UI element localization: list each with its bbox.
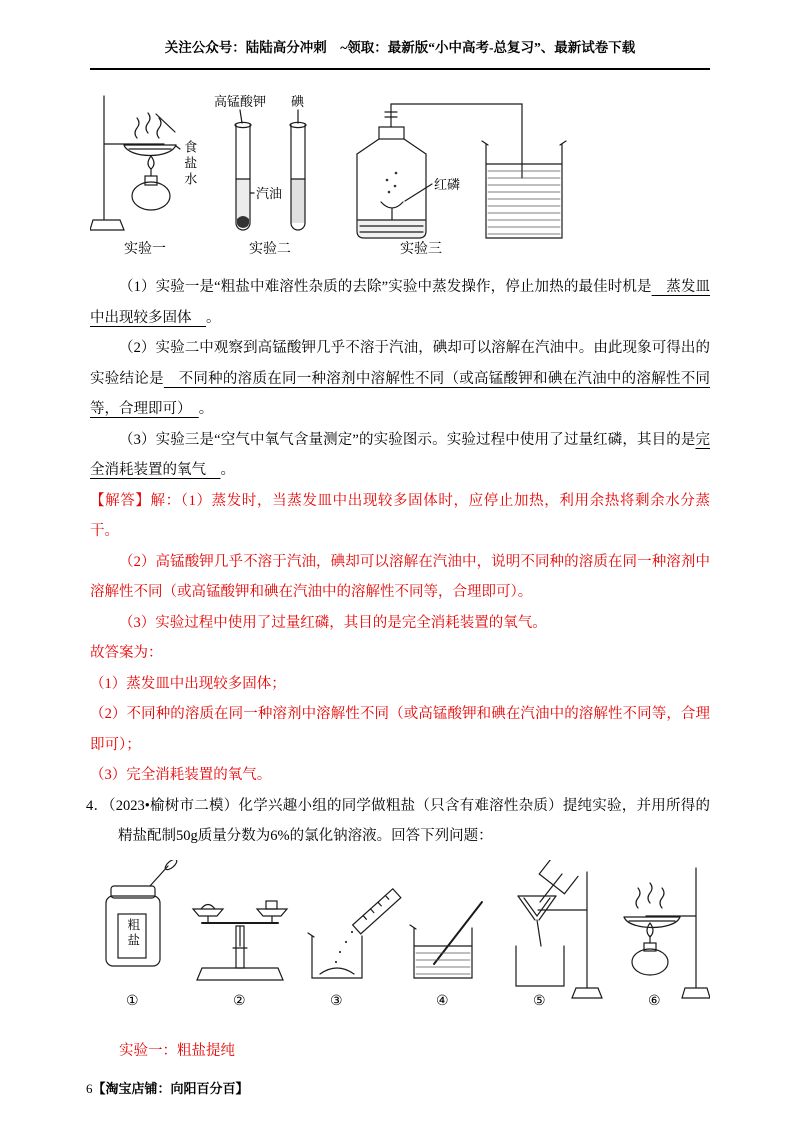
solution-intro: 【解答】解：（1）蒸发时，当蒸发皿中出现较多固体时，应停止加热，利用余热将剩余水分蒸干。 <box>90 492 710 539</box>
step-6-number: ⑥ <box>648 993 661 1009</box>
step-2-number: ② <box>233 993 246 1009</box>
question-3-answer: 完全消耗装置的氧气 <box>90 431 710 478</box>
question-1 <box>90 272 710 333</box>
experiment-3-caption: 实验三 <box>400 242 442 257</box>
solution-answers-heading: 故答案为： <box>90 645 163 661</box>
solution-answer-3: （3）完全消耗装置的氧气。 <box>90 767 272 783</box>
question-2-period: 。 <box>198 401 214 417</box>
kmno4-label: 高锰酸钾 <box>214 94 267 109</box>
question-2-answer: 不同种的溶质在同一种溶剂中溶解性不同（或高锰酸钾和碘在汽油中的溶解性不同等，合理即可） <box>90 370 710 417</box>
experiment-2-caption: 实验二 <box>249 242 291 257</box>
question-2 <box>90 333 710 425</box>
test-tubes-icon <box>235 110 306 230</box>
shop-label: 【淘宝店铺：向阳百分百】 <box>92 1081 249 1096</box>
filtration-icon <box>516 860 602 998</box>
solution-answer-2: （2）不同种的溶质在同一种溶剂中溶解性不同（或高锰酸钾和碘在汽油中的溶解性不同等，合理即可）； <box>90 706 710 753</box>
dissolving-beaker-icon <box>410 902 482 978</box>
balance-icon <box>193 901 287 980</box>
question-4: 4．（2023•榆树市二模）化学兴趣小组的同学做粗盐（只含有难溶性杂质）提纯实验，并用所得的精盐配制50g质量分数为6%的氯化钠溶液。回答下列问题： <box>86 797 710 844</box>
pouring-into-beaker-icon <box>308 888 401 977</box>
salt-purification-svg <box>90 860 710 1012</box>
page-content <box>86 38 711 1066</box>
question-3-text: （3）实验三是“空气中氧气含量测定”的实验图示。实验过程中使用了过量红磷，其目的是 <box>119 431 696 448</box>
question-1-period: 。 <box>206 309 221 326</box>
solution-point-3: （3）实验过程中使用了过量红磷，其目的是完全消耗装置的氧气。 <box>119 614 547 631</box>
step-4-number: ④ <box>436 993 449 1009</box>
solution-answer-1: （1）蒸发皿中出现较多固体； <box>90 675 286 692</box>
oxygen-measurement-icon <box>357 104 566 238</box>
header-text: 关注公众号：陆陆高分冲刺 ~领取：最新版“小中高考-总复习”、最新试卷下载 <box>164 40 636 55</box>
step-1-number: ① <box>126 993 139 1009</box>
question-2-text: （2）实验二中观察到高锰酸钾几乎不溶于汽油，碘却可以溶解在汽油中。由此现象可得出的实验结论是 <box>90 340 710 387</box>
salt-purification-figure <box>90 860 710 1012</box>
iron-stand-evaporation-icon <box>90 96 180 230</box>
page-number: 6 <box>86 1081 93 1096</box>
crude-salt-jar-label: 粗盐 <box>125 917 140 949</box>
question-3 <box>90 425 710 486</box>
salt-water-label: 食盐水 <box>182 140 198 188</box>
solution-point-2: （2）高锰酸钾几乎不溶于汽油，碘却可以溶解在汽油中，说明不同种的溶质在同一种溶剂中溶解性不同（或高锰酸钾和碘在汽油中的溶解性不同等，合理即可）。 <box>90 553 710 600</box>
step-3-number: ③ <box>330 993 343 1009</box>
page-header <box>90 38 710 70</box>
question-3-period: 。 <box>220 462 235 478</box>
red-phosphorus-label: 红磷 <box>434 177 461 192</box>
gasoline-label: 汽油 <box>256 186 283 201</box>
experiment-1-caption: 实验一 <box>124 242 166 257</box>
evaporation-icon <box>624 868 710 998</box>
question-1-text: （1）实验一是“粗盐中难溶性杂质的去除”实验中蒸发操作，停止加热的最佳时机是 <box>119 279 652 295</box>
experiments-figure <box>90 92 710 264</box>
iodine-label: 碘 <box>291 94 305 109</box>
page-footer <box>86 1078 249 1097</box>
step-5-number: ⑤ <box>533 993 546 1009</box>
question-1-answer: 蒸发皿中出现较多固体 <box>90 279 711 326</box>
experiment-section-title: 实验一：粗盐提纯 <box>119 1042 235 1059</box>
crude-salt-jar-icon <box>106 860 178 966</box>
